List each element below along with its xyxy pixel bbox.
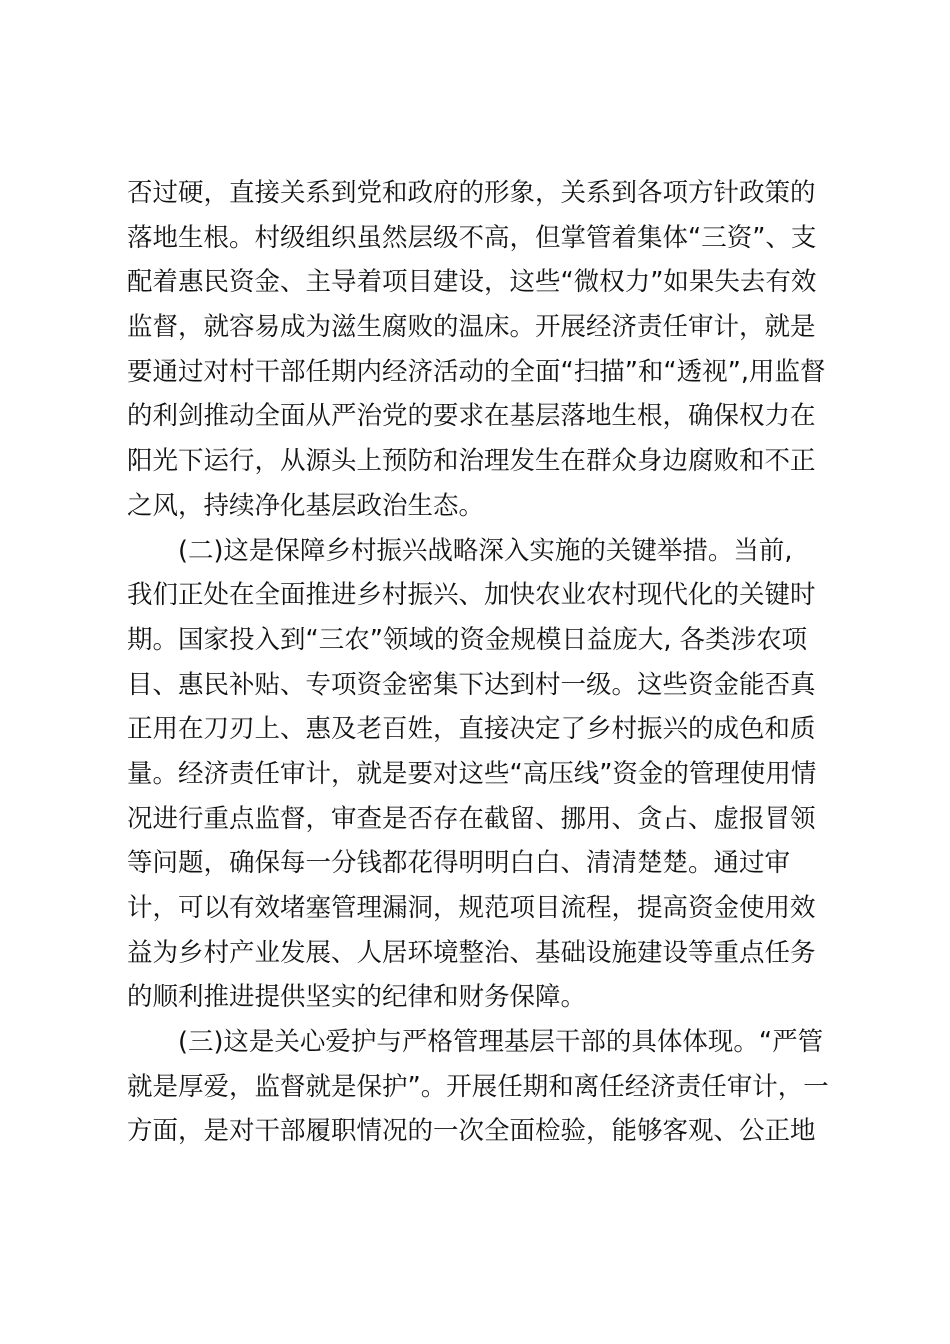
text-line: 我们正处在全面推进乡村振兴、加快农业农村现代化的关键时 bbox=[127, 580, 816, 611]
text-line: 之风，持续净化基层政治生态。 bbox=[127, 490, 485, 521]
text-line: 期。国家投入到“三农”领域的资金规模日益庞大, 各类涉农项 bbox=[127, 624, 808, 655]
text-line: 否过硬，直接关系到党和政府的形象，关系到各项方针政策的 bbox=[127, 178, 816, 208]
text-line: 量。经济责任审计，就是要对这些“高压线”资金的管理使用情 bbox=[127, 758, 817, 789]
text-line: 阳光下运行，从源头上预防和治理发生在群众身边腐败和不正 bbox=[127, 446, 816, 477]
paragraph-heading-3: (三)这是关心爱护与严格管理基层干部的具体体现。“严管 bbox=[178, 1027, 824, 1058]
text-line: 等问题，确保每一分钱都花得明明白白、清清楚楚。通过审 bbox=[127, 848, 791, 879]
text-line: 益为乡村产业发展、人居环境整治、基础设施建设等重点任务 bbox=[127, 937, 816, 968]
text-line: 监督，就容易成为滋生腐败的温床。开展经济责任审计，就是 bbox=[127, 312, 816, 343]
text-line: 计，可以有效堵塞管理漏洞，规范项目流程，提高资金使用效 bbox=[127, 893, 816, 923]
body-text bbox=[127, 171, 827, 1154]
text-line: 目、惠民补贴、专项资金密集下达到村一级。这些资金能否真 bbox=[127, 669, 816, 700]
text-line: 方面，是对干部履职情况的一次全面检验，能够客观、公正地 bbox=[127, 1116, 816, 1147]
text-line: 况进行重点监督，审查是否存在截留、挪用、贪占、虚报冒领 bbox=[127, 803, 816, 834]
text-line: 就是厚爱，监督就是保护”。开展任期和离任经济责任审计，一 bbox=[127, 1071, 829, 1102]
text-line: 的利剑推动全面从严治党的要求在基层落地生根，确保权力在 bbox=[127, 401, 816, 432]
text-line: 配着惠民资金、主导着项目建设，这些“微权力”如果失去有效 bbox=[127, 267, 817, 298]
text-line: 的顺利推进提供坚实的纪律和财务保障。 bbox=[127, 982, 587, 1013]
text-line: 要通过对村干部任期内经济活动的全面“扫描”和“透视”,用监督 bbox=[127, 356, 826, 387]
text-line: 落地生根。村级组织虽然层级不高，但掌管着集体“三资”、支 bbox=[127, 222, 817, 253]
paragraph-heading-2: (二)这是保障乡村振兴战略深入实施的关键举措。当前, bbox=[178, 535, 793, 566]
text-line: 正用在刀刃上、惠及老百姓，直接决定了乡村振兴的成色和质 bbox=[127, 714, 816, 745]
